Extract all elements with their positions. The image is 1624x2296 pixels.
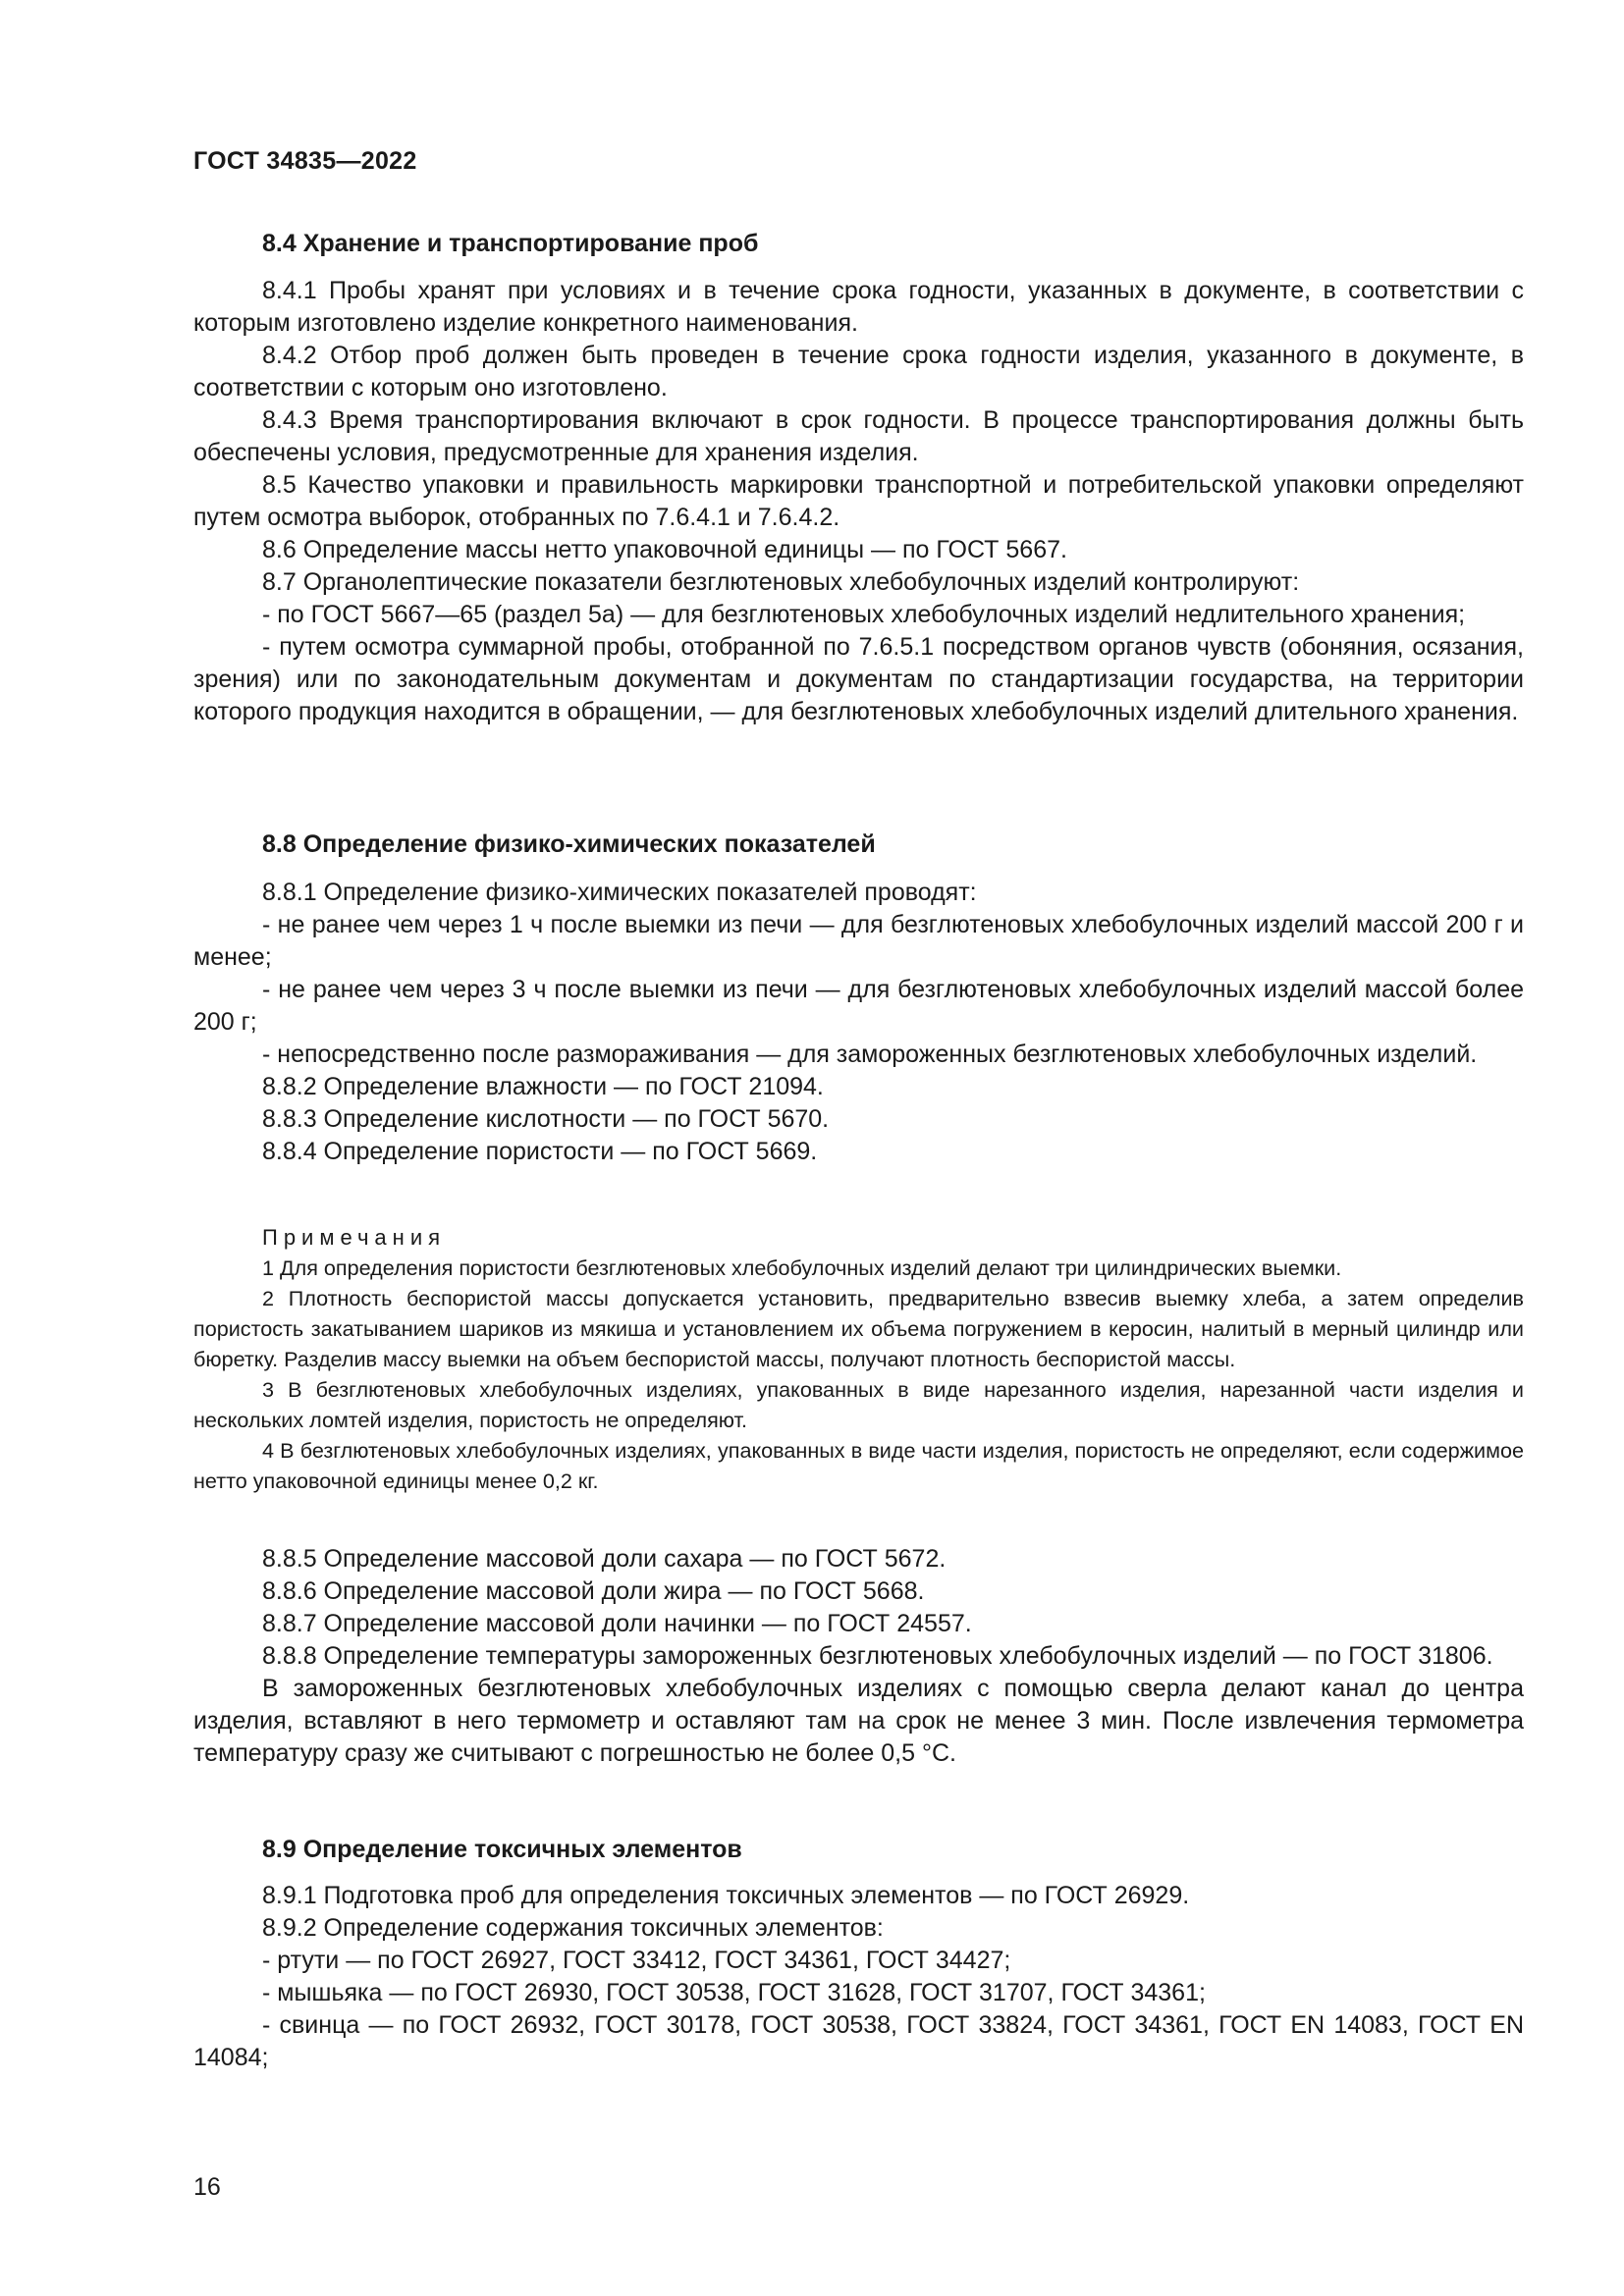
list-item: - свинца — по ГОСТ 26932, ГОСТ 30178, ГОСТ 30538, ГОСТ 33824, ГОСТ 34361, ГОСТ EN 14083, ГОСТ EN 14084; xyxy=(193,2011,1524,2071)
section-8-4-body xyxy=(193,275,1524,728)
list-item: - по ГОСТ 5667—65 (раздел 5а) — для безглютеновых хлебобулочных изделий недлительного хранения; xyxy=(262,601,1466,628)
list-item: - путем осмотра суммарной пробы, отобранной по 7.6.5.1 посредством органов чувств (обоняния, осязания, зрения) или по законодательным документам и документам по стандартизации государства, на территории которого продукция находится в обращении, — для безглютеновых хлебобулочных изделий длительного хранения. xyxy=(193,633,1524,725)
section-8-4 xyxy=(193,228,1524,260)
section-heading: 8.9 Определение токсичных элементов xyxy=(262,1836,742,1863)
section-heading: 8.4 Хранение и транспортирование проб xyxy=(262,230,759,257)
paragraph: 8.6 Определение массы нетто упаковочной единицы — по ГОСТ 5667. xyxy=(262,536,1067,563)
paragraph: 8.8.5 Определение массовой доли сахара — по ГОСТ 5672. xyxy=(262,1545,947,1573)
paragraph: 8.7 Органолептические показатели безглютеновых хлебобулочных изделий контролируют: xyxy=(262,568,1300,596)
paragraph: 8.8.6 Определение массовой доли жира — по ГОСТ 5668. xyxy=(262,1577,925,1605)
notes-block xyxy=(193,1222,1524,1496)
section-8-8-body-cont xyxy=(193,1543,1524,1770)
paragraph: 8.4.3 Время транспортирования включают в срок годности. В процессе транспортирования должны быть обеспечены условия, предусмотренные для хранения изделия. xyxy=(193,406,1524,466)
list-item: - непосредственно после размораживания — для замороженных безглютеновых хлебобулочных изделий. xyxy=(262,1041,1478,1068)
paragraph: 8.4.1 Пробы хранят при условиях и в течение срока годности, указанных в документе, в соответствии с которым изготовлено изделие конкретного наименования. xyxy=(193,277,1524,337)
paragraph: 8.8.4 Определение пористости — по ГОСТ 5669. xyxy=(262,1138,818,1165)
paragraph: 8.9.1 Подготовка проб для определения токсичных элементов — по ГОСТ 26929. xyxy=(262,1882,1190,1909)
notes-title: Примечания xyxy=(262,1225,447,1250)
paragraph: 8.8.2 Определение влажности — по ГОСТ 21094. xyxy=(262,1073,824,1100)
section-8-8 xyxy=(193,828,1524,861)
paragraph: 8.8.3 Определение кислотности — по ГОСТ 5670. xyxy=(262,1105,830,1133)
paragraph: 8.5 Качество упаковки и правильность маркировки транспортной и потребительской упаковки определяют путем осмотра выборок, отобранных по 7.6.4.1 и 7.6.4.2. xyxy=(193,471,1524,531)
paragraph: 8.4.2 Отбор проб должен быть проведен в течение срока годности изделия, указанного в документе, в соответствии с которым оно изготовлено. xyxy=(193,342,1524,401)
paragraph: 8.8.7 Определение массовой доли начинки — по ГОСТ 24557. xyxy=(262,1610,972,1637)
list-item: - ртути — по ГОСТ 26927, ГОСТ 33412, ГОСТ 34361, ГОСТ 34427; xyxy=(262,1947,1011,1974)
note-item: 4 В безглютеновых хлебобулочных изделиях, упакованных в виде части изделия, пористость не определяют, если содержимое нетто упаковочной единицы менее 0,2 кг. xyxy=(193,1438,1524,1493)
note-item: 3 В безглютеновых хлебобулочных изделиях, упакованных в виде нарезанного изделия, нарезанной части изделия и нескольких ломтей изделия, пористость не определяют. xyxy=(193,1377,1524,1432)
paragraph: 8.8.1 Определение физико-химических показателей проводят: xyxy=(262,879,977,906)
document-code-header: ГОСТ 34835—2022 xyxy=(193,147,417,175)
section-8-9 xyxy=(193,1834,1524,1866)
list-item: - не ранее чем через 3 ч после выемки из печи — для безглютеновых хлебобулочных изделий массой более 200 г; xyxy=(193,976,1524,1036)
paragraph: 8.9.2 Определение содержания токсичных элементов: xyxy=(262,1914,884,1942)
section-heading: 8.8 Определение физико-химических показателей xyxy=(262,830,876,858)
section-8-9-body xyxy=(193,1880,1524,2074)
note-item: 2 Плотность беспористой массы допускается установить, предварительно взвесив выемку хлеба, а затем определив пористость закатыванием шариков из мякиша и установлением их объема погружением в керосин, налитый в мерный цилиндр или бюретку. Разделив массу выемки на объем беспористой массы, получают плотность беспористой массы. xyxy=(193,1286,1524,1371)
paragraph: 8.8.8 Определение температуры замороженных безглютеновых хлебобулочных изделий — по ГОСТ 31806. xyxy=(262,1642,1493,1670)
note-item: 1 Для определения пористости безглютеновых хлебобулочных изделий делают три цилиндрических выемки. xyxy=(262,1255,1342,1280)
list-item: - не ранее чем через 1 ч после выемки из печи — для безглютеновых хлебобулочных изделий массой 200 г и менее; xyxy=(193,911,1524,971)
section-8-8-body xyxy=(193,877,1524,1168)
page-number: 16 xyxy=(193,2173,221,2201)
list-item: - мышьяка — по ГОСТ 26930, ГОСТ 30538, ГОСТ 31628, ГОСТ 31707, ГОСТ 34361; xyxy=(262,1979,1206,2006)
paragraph: В замороженных безглютеновых хлебобулочных изделиях с помощью сверла делают канал до центра изделия, вставляют в него термометр и оставляют там на срок не менее 3 мин. После извлечения термометра температуру сразу же считывают с погрешностью не более 0,5 °С. xyxy=(193,1675,1524,1767)
